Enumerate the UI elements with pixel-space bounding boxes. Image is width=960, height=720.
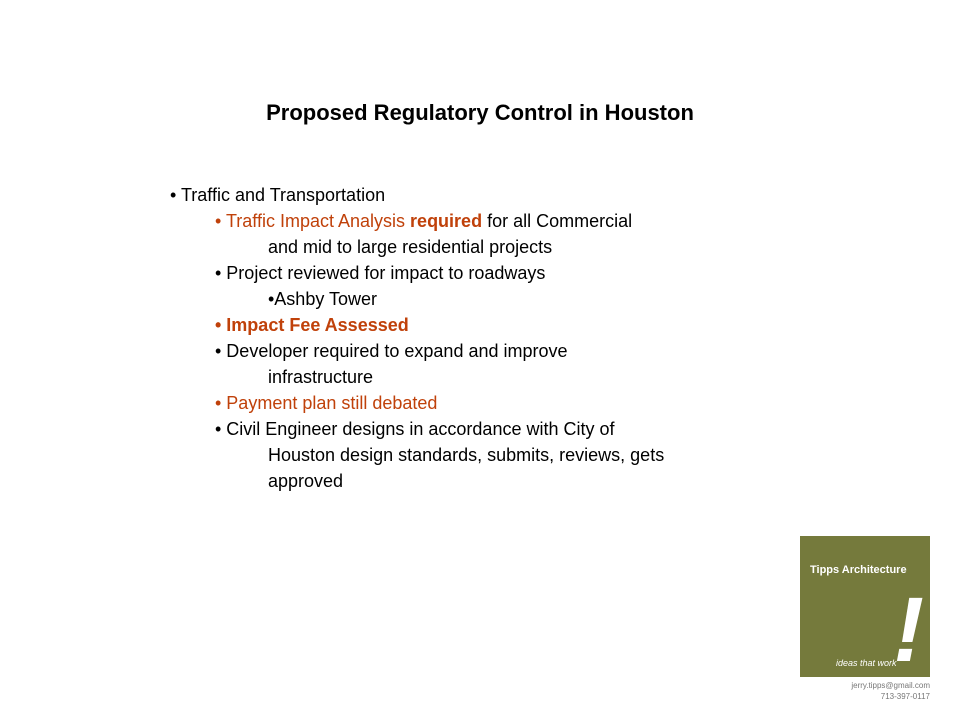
bullet-developer-required: • Developer required to expand and improve bbox=[215, 341, 568, 361]
contact-phone: 713-397-0117 bbox=[880, 692, 930, 701]
bullet-civil-engineer-cont2: approved bbox=[268, 471, 344, 491]
slide-title: Proposed Regulatory Control in Houston bbox=[266, 100, 694, 125]
bullet-civil-engineer: • Civil Engineer designs in accordance with City of bbox=[215, 419, 615, 439]
bullet-payment-plan: • Payment plan still debated bbox=[215, 393, 438, 413]
bullet-developer-continuation: infrastructure bbox=[268, 367, 374, 387]
logo-name: Tipps Architecture bbox=[810, 564, 907, 576]
bullet-civil-engineer-cont1: Houston design standards, submits, reviews, gets bbox=[268, 445, 665, 465]
bullet-list bbox=[170, 182, 830, 494]
bullet-impact-fee: • Impact Fee Assessed bbox=[215, 315, 409, 335]
logo-contact bbox=[800, 680, 930, 702]
bullet-tia-suffix: for all Commercial bbox=[482, 211, 633, 231]
exclamation-icon: ! bbox=[893, 579, 924, 681]
bullet-tia-continuation: and mid to large residential projects bbox=[268, 237, 553, 257]
bullet-ashby-tower: •Ashby Tower bbox=[268, 289, 378, 309]
bullet-tia-prefix: • Traffic Impact Analysis bbox=[215, 211, 411, 231]
bullet-project-reviewed: • Project reviewed for impact to roadways bbox=[215, 263, 546, 283]
bullet-traffic-transportation: • Traffic and Transportation bbox=[170, 185, 386, 205]
company-logo bbox=[800, 536, 930, 681]
bullet-traffic-impact-analysis bbox=[170, 208, 830, 234]
bullet-tia-required: required bbox=[410, 211, 483, 231]
contact-email: jerry.tipps@gmail.com bbox=[851, 681, 930, 690]
logo-tagline: ideas that work bbox=[836, 658, 897, 668]
